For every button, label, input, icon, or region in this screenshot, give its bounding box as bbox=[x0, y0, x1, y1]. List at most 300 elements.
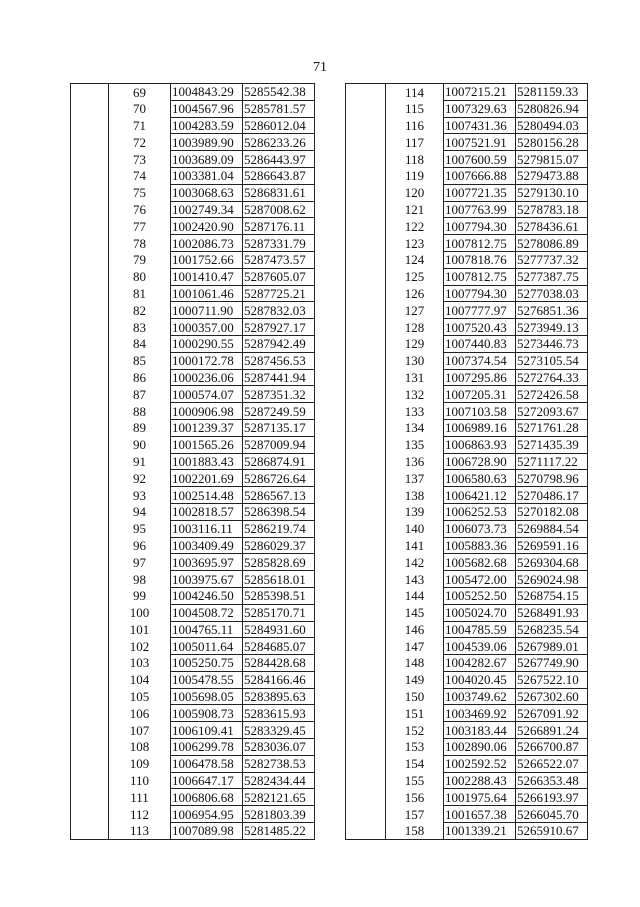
point-number: 117 bbox=[386, 134, 444, 151]
blank-cell bbox=[71, 335, 109, 352]
x-coordinate: 1002818.57 bbox=[171, 503, 243, 520]
x-coordinate: 1007089.98 bbox=[171, 823, 243, 840]
x-coordinate: 1003749.62 bbox=[444, 688, 516, 705]
table-row bbox=[71, 772, 315, 789]
table-row bbox=[346, 352, 588, 369]
table-row bbox=[71, 789, 315, 806]
table-row bbox=[71, 688, 315, 705]
point-number: 103 bbox=[109, 655, 171, 672]
x-coordinate: 1001883.43 bbox=[171, 453, 243, 470]
x-coordinate: 1001339.21 bbox=[444, 823, 516, 840]
x-coordinate: 1000711.90 bbox=[171, 302, 243, 319]
point-number: 139 bbox=[386, 503, 444, 520]
table-row bbox=[346, 638, 588, 655]
x-coordinate: 1007205.31 bbox=[444, 386, 516, 403]
table-row bbox=[346, 335, 588, 352]
y-coordinate: 5287135.17 bbox=[243, 419, 315, 436]
table-row bbox=[346, 739, 588, 756]
table-row bbox=[71, 403, 315, 420]
x-coordinate: 1003695.97 bbox=[171, 554, 243, 571]
table-row bbox=[71, 705, 315, 722]
x-coordinate: 1006299.78 bbox=[171, 739, 243, 756]
table-row bbox=[346, 722, 588, 739]
blank-cell bbox=[71, 285, 109, 302]
x-coordinate: 1002201.69 bbox=[171, 470, 243, 487]
table-row bbox=[346, 571, 588, 588]
x-coordinate: 1007794.30 bbox=[444, 285, 516, 302]
blank-cell bbox=[71, 386, 109, 403]
y-coordinate: 5280156.28 bbox=[516, 134, 588, 151]
table-row bbox=[71, 167, 315, 184]
blank-cell bbox=[346, 285, 386, 302]
x-coordinate: 1007818.76 bbox=[444, 251, 516, 268]
table-row bbox=[71, 739, 315, 756]
x-coordinate: 1000906.98 bbox=[171, 403, 243, 420]
y-coordinate: 5267522.10 bbox=[516, 671, 588, 688]
blank-cell bbox=[71, 789, 109, 806]
y-coordinate: 5268754.15 bbox=[516, 587, 588, 604]
point-number: 75 bbox=[109, 184, 171, 201]
point-number: 123 bbox=[386, 235, 444, 252]
y-coordinate: 5271117.22 bbox=[516, 453, 588, 470]
point-number: 90 bbox=[109, 436, 171, 453]
x-coordinate: 1002592.52 bbox=[444, 755, 516, 772]
y-coordinate: 5278086.89 bbox=[516, 235, 588, 252]
point-number: 100 bbox=[109, 604, 171, 621]
x-coordinate: 1006109.41 bbox=[171, 722, 243, 739]
y-coordinate: 5286443.97 bbox=[243, 151, 315, 168]
y-coordinate: 5279473.88 bbox=[516, 167, 588, 184]
blank-cell bbox=[346, 806, 386, 823]
y-coordinate: 5270486.17 bbox=[516, 487, 588, 504]
point-number: 144 bbox=[386, 587, 444, 604]
point-number: 143 bbox=[386, 571, 444, 588]
table-row bbox=[346, 671, 588, 688]
table-row bbox=[71, 823, 315, 840]
x-coordinate: 1003409.49 bbox=[171, 537, 243, 554]
blank-cell bbox=[346, 604, 386, 621]
y-coordinate: 5266700.87 bbox=[516, 739, 588, 756]
x-coordinate: 1007794.30 bbox=[444, 218, 516, 235]
table-row bbox=[71, 268, 315, 285]
x-coordinate: 1006954.95 bbox=[171, 806, 243, 823]
blank-cell bbox=[71, 503, 109, 520]
y-coordinate: 5266045.70 bbox=[516, 806, 588, 823]
table-row bbox=[346, 806, 588, 823]
x-coordinate: 1004539.06 bbox=[444, 638, 516, 655]
table-row bbox=[71, 117, 315, 134]
table-row bbox=[71, 235, 315, 252]
x-coordinate: 1007521.91 bbox=[444, 134, 516, 151]
x-coordinate: 1006421.12 bbox=[444, 487, 516, 504]
y-coordinate: 5270798.96 bbox=[516, 470, 588, 487]
blank-cell bbox=[346, 251, 386, 268]
table-row bbox=[346, 453, 588, 470]
table-row bbox=[346, 503, 588, 520]
point-number: 157 bbox=[386, 806, 444, 823]
x-coordinate: 1004246.50 bbox=[171, 587, 243, 604]
table-row bbox=[346, 604, 588, 621]
blank-cell bbox=[346, 335, 386, 352]
table-row bbox=[346, 386, 588, 403]
y-coordinate: 5269024.98 bbox=[516, 571, 588, 588]
x-coordinate: 1002288.43 bbox=[444, 772, 516, 789]
y-coordinate: 5287725.21 bbox=[243, 285, 315, 302]
y-coordinate: 5286831.61 bbox=[243, 184, 315, 201]
y-coordinate: 5287249.59 bbox=[243, 403, 315, 420]
table-row bbox=[71, 302, 315, 319]
x-coordinate: 1006989.16 bbox=[444, 419, 516, 436]
blank-cell bbox=[346, 571, 386, 588]
y-coordinate: 5282434.44 bbox=[243, 772, 315, 789]
point-number: 72 bbox=[109, 134, 171, 151]
blank-cell bbox=[71, 151, 109, 168]
x-coordinate: 1006863.93 bbox=[444, 436, 516, 453]
point-number: 155 bbox=[386, 772, 444, 789]
point-number: 122 bbox=[386, 218, 444, 235]
blank-cell bbox=[71, 487, 109, 504]
point-number: 145 bbox=[386, 604, 444, 621]
x-coordinate: 1001061.46 bbox=[171, 285, 243, 302]
point-number: 76 bbox=[109, 201, 171, 218]
point-number: 124 bbox=[386, 251, 444, 268]
blank-cell bbox=[346, 705, 386, 722]
point-number: 135 bbox=[386, 436, 444, 453]
table-row bbox=[346, 268, 588, 285]
point-number: 98 bbox=[109, 571, 171, 588]
table-row bbox=[71, 671, 315, 688]
blank-cell bbox=[71, 419, 109, 436]
point-number: 70 bbox=[109, 100, 171, 117]
point-number: 140 bbox=[386, 520, 444, 537]
table-row bbox=[71, 436, 315, 453]
point-number: 131 bbox=[386, 369, 444, 386]
x-coordinate: 1005252.50 bbox=[444, 587, 516, 604]
x-coordinate: 1001239.37 bbox=[171, 419, 243, 436]
x-coordinate: 1001410.47 bbox=[171, 268, 243, 285]
x-coordinate: 1007295.86 bbox=[444, 369, 516, 386]
blank-cell bbox=[71, 638, 109, 655]
x-coordinate: 1005024.70 bbox=[444, 604, 516, 621]
point-number: 114 bbox=[386, 84, 444, 101]
y-coordinate: 5270182.08 bbox=[516, 503, 588, 520]
point-number: 88 bbox=[109, 403, 171, 420]
y-coordinate: 5273105.54 bbox=[516, 352, 588, 369]
blank-cell bbox=[71, 772, 109, 789]
x-coordinate: 1006073.73 bbox=[444, 520, 516, 537]
y-coordinate: 5287473.57 bbox=[243, 251, 315, 268]
blank-cell bbox=[71, 251, 109, 268]
x-coordinate: 1007721.35 bbox=[444, 184, 516, 201]
y-coordinate: 5271761.28 bbox=[516, 419, 588, 436]
point-number: 128 bbox=[386, 319, 444, 336]
point-number: 129 bbox=[386, 335, 444, 352]
table-row bbox=[346, 403, 588, 420]
table-row bbox=[346, 285, 588, 302]
point-number: 112 bbox=[109, 806, 171, 823]
y-coordinate: 5287605.07 bbox=[243, 268, 315, 285]
y-coordinate: 5267749.90 bbox=[516, 655, 588, 672]
x-coordinate: 1007374.54 bbox=[444, 352, 516, 369]
table-row bbox=[346, 621, 588, 638]
x-coordinate: 1004508.72 bbox=[171, 604, 243, 621]
x-coordinate: 1006647.17 bbox=[171, 772, 243, 789]
point-number: 127 bbox=[386, 302, 444, 319]
point-number: 125 bbox=[386, 268, 444, 285]
point-number: 132 bbox=[386, 386, 444, 403]
table-row bbox=[71, 571, 315, 588]
point-number: 71 bbox=[109, 117, 171, 134]
x-coordinate: 1000236.06 bbox=[171, 369, 243, 386]
y-coordinate: 5280826.94 bbox=[516, 100, 588, 117]
blank-cell bbox=[71, 352, 109, 369]
blank-cell bbox=[346, 403, 386, 420]
point-number: 87 bbox=[109, 386, 171, 403]
point-number: 150 bbox=[386, 688, 444, 705]
point-number: 147 bbox=[386, 638, 444, 655]
blank-cell bbox=[71, 671, 109, 688]
blank-cell bbox=[71, 453, 109, 470]
y-coordinate: 5278783.18 bbox=[516, 201, 588, 218]
point-number: 156 bbox=[386, 789, 444, 806]
x-coordinate: 1005883.36 bbox=[444, 537, 516, 554]
table-row bbox=[346, 655, 588, 672]
x-coordinate: 1007329.63 bbox=[444, 100, 516, 117]
blank-cell bbox=[346, 638, 386, 655]
point-number: 137 bbox=[386, 470, 444, 487]
blank-cell bbox=[71, 470, 109, 487]
point-number: 81 bbox=[109, 285, 171, 302]
x-coordinate: 1004282.67 bbox=[444, 655, 516, 672]
table-row bbox=[71, 722, 315, 739]
table-row bbox=[346, 755, 588, 772]
table-row bbox=[346, 251, 588, 268]
y-coordinate: 5286029.37 bbox=[243, 537, 315, 554]
y-coordinate: 5273446.73 bbox=[516, 335, 588, 352]
blank-cell bbox=[71, 554, 109, 571]
point-number: 84 bbox=[109, 335, 171, 352]
point-number: 113 bbox=[109, 823, 171, 840]
y-coordinate: 5269884.54 bbox=[516, 520, 588, 537]
table-row bbox=[346, 369, 588, 386]
x-coordinate: 1007763.99 bbox=[444, 201, 516, 218]
y-coordinate: 5272093.67 bbox=[516, 403, 588, 420]
y-coordinate: 5284685.07 bbox=[243, 638, 315, 655]
x-coordinate: 1005698.05 bbox=[171, 688, 243, 705]
y-coordinate: 5285781.57 bbox=[243, 100, 315, 117]
x-coordinate: 1002086.73 bbox=[171, 235, 243, 252]
table-row bbox=[71, 352, 315, 369]
blank-cell bbox=[346, 218, 386, 235]
x-coordinate: 1006580.63 bbox=[444, 470, 516, 487]
table-row bbox=[71, 335, 315, 352]
blank-cell bbox=[71, 621, 109, 638]
y-coordinate: 5272426.58 bbox=[516, 386, 588, 403]
blank-cell bbox=[71, 587, 109, 604]
y-coordinate: 5277038.03 bbox=[516, 285, 588, 302]
table-row bbox=[346, 419, 588, 436]
x-coordinate: 1007666.88 bbox=[444, 167, 516, 184]
y-coordinate: 5286233.26 bbox=[243, 134, 315, 151]
y-coordinate: 5266891.24 bbox=[516, 722, 588, 739]
point-number: 102 bbox=[109, 638, 171, 655]
blank-cell bbox=[71, 604, 109, 621]
table-row bbox=[71, 218, 315, 235]
blank-cell bbox=[346, 235, 386, 252]
x-coordinate: 1003068.63 bbox=[171, 184, 243, 201]
blank-cell bbox=[346, 671, 386, 688]
blank-cell bbox=[346, 151, 386, 168]
table-row bbox=[346, 218, 588, 235]
table-row bbox=[71, 251, 315, 268]
point-number: 101 bbox=[109, 621, 171, 638]
x-coordinate: 1007777.97 bbox=[444, 302, 516, 319]
x-coordinate: 1001752.66 bbox=[171, 251, 243, 268]
blank-cell bbox=[71, 436, 109, 453]
x-coordinate: 1002749.34 bbox=[171, 201, 243, 218]
point-number: 92 bbox=[109, 470, 171, 487]
blank-cell bbox=[71, 201, 109, 218]
y-coordinate: 5287927.17 bbox=[243, 319, 315, 336]
y-coordinate: 5286874.91 bbox=[243, 453, 315, 470]
x-coordinate: 1004567.96 bbox=[171, 100, 243, 117]
point-number: 142 bbox=[386, 554, 444, 571]
point-number: 118 bbox=[386, 151, 444, 168]
x-coordinate: 1004843.29 bbox=[171, 84, 243, 101]
blank-cell bbox=[346, 739, 386, 756]
table-row bbox=[71, 369, 315, 386]
blank-cell bbox=[71, 755, 109, 772]
blank-cell bbox=[346, 520, 386, 537]
point-number: 134 bbox=[386, 419, 444, 436]
blank-cell bbox=[346, 755, 386, 772]
blank-cell bbox=[71, 739, 109, 756]
y-coordinate: 5267302.60 bbox=[516, 688, 588, 705]
blank-cell bbox=[71, 319, 109, 336]
blank-cell bbox=[346, 487, 386, 504]
x-coordinate: 1002514.48 bbox=[171, 487, 243, 504]
blank-cell bbox=[346, 386, 386, 403]
table-row bbox=[71, 285, 315, 302]
y-coordinate: 5279815.07 bbox=[516, 151, 588, 168]
point-number: 105 bbox=[109, 688, 171, 705]
y-coordinate: 5282738.53 bbox=[243, 755, 315, 772]
blank-cell bbox=[71, 571, 109, 588]
blank-cell bbox=[346, 302, 386, 319]
table-row bbox=[71, 151, 315, 168]
point-number: 110 bbox=[109, 772, 171, 789]
point-number: 120 bbox=[386, 184, 444, 201]
x-coordinate: 1002890.06 bbox=[444, 739, 516, 756]
blank-cell bbox=[71, 823, 109, 840]
blank-cell bbox=[346, 167, 386, 184]
blank-cell bbox=[71, 655, 109, 672]
blank-cell bbox=[346, 789, 386, 806]
table-row bbox=[71, 84, 315, 101]
point-number: 138 bbox=[386, 487, 444, 504]
table-row bbox=[346, 520, 588, 537]
y-coordinate: 5286398.54 bbox=[243, 503, 315, 520]
blank-cell bbox=[346, 587, 386, 604]
point-number: 130 bbox=[386, 352, 444, 369]
x-coordinate: 1000574.07 bbox=[171, 386, 243, 403]
blank-cell bbox=[346, 823, 386, 840]
table-row bbox=[346, 235, 588, 252]
blank-cell bbox=[71, 84, 109, 101]
point-number: 136 bbox=[386, 453, 444, 470]
point-number: 77 bbox=[109, 218, 171, 235]
y-coordinate: 5281803.39 bbox=[243, 806, 315, 823]
point-number: 146 bbox=[386, 621, 444, 638]
y-coordinate: 5268491.93 bbox=[516, 604, 588, 621]
y-coordinate: 5272764.33 bbox=[516, 369, 588, 386]
blank-cell bbox=[346, 117, 386, 134]
blank-cell bbox=[346, 453, 386, 470]
table-row bbox=[346, 84, 588, 101]
point-number: 89 bbox=[109, 419, 171, 436]
blank-cell bbox=[71, 520, 109, 537]
x-coordinate: 1007600.59 bbox=[444, 151, 516, 168]
y-coordinate: 5280494.03 bbox=[516, 117, 588, 134]
blank-cell bbox=[346, 436, 386, 453]
y-coordinate: 5285618.01 bbox=[243, 571, 315, 588]
point-number: 79 bbox=[109, 251, 171, 268]
x-coordinate: 1002420.90 bbox=[171, 218, 243, 235]
y-coordinate: 5277737.32 bbox=[516, 251, 588, 268]
x-coordinate: 1005478.55 bbox=[171, 671, 243, 688]
y-coordinate: 5287009.94 bbox=[243, 436, 315, 453]
table-row bbox=[71, 655, 315, 672]
table-row bbox=[346, 117, 588, 134]
blank-cell bbox=[346, 319, 386, 336]
table-row bbox=[346, 823, 588, 840]
point-number: 69 bbox=[109, 84, 171, 101]
point-number: 119 bbox=[386, 167, 444, 184]
point-number: 74 bbox=[109, 167, 171, 184]
blank-cell bbox=[346, 84, 386, 101]
blank-cell bbox=[346, 100, 386, 117]
table-row bbox=[346, 167, 588, 184]
x-coordinate: 1001657.38 bbox=[444, 806, 516, 823]
point-number: 93 bbox=[109, 487, 171, 504]
table-row bbox=[346, 302, 588, 319]
blank-cell bbox=[346, 621, 386, 638]
blank-cell bbox=[71, 537, 109, 554]
table-row bbox=[71, 604, 315, 621]
table-row bbox=[346, 487, 588, 504]
x-coordinate: 1005908.73 bbox=[171, 705, 243, 722]
blank-cell bbox=[71, 369, 109, 386]
table-row bbox=[71, 755, 315, 772]
point-number: 109 bbox=[109, 755, 171, 772]
point-number: 151 bbox=[386, 705, 444, 722]
blank-cell bbox=[346, 352, 386, 369]
blank-cell bbox=[346, 369, 386, 386]
table-row bbox=[71, 386, 315, 403]
point-number: 158 bbox=[386, 823, 444, 840]
point-number: 152 bbox=[386, 722, 444, 739]
blank-cell bbox=[71, 806, 109, 823]
x-coordinate: 1006728.90 bbox=[444, 453, 516, 470]
blank-cell bbox=[71, 403, 109, 420]
blank-cell bbox=[71, 117, 109, 134]
point-number: 95 bbox=[109, 520, 171, 537]
x-coordinate: 1001975.64 bbox=[444, 789, 516, 806]
x-coordinate: 1005682.68 bbox=[444, 554, 516, 571]
table-row bbox=[71, 201, 315, 218]
blank-cell bbox=[71, 235, 109, 252]
point-number: 148 bbox=[386, 655, 444, 672]
